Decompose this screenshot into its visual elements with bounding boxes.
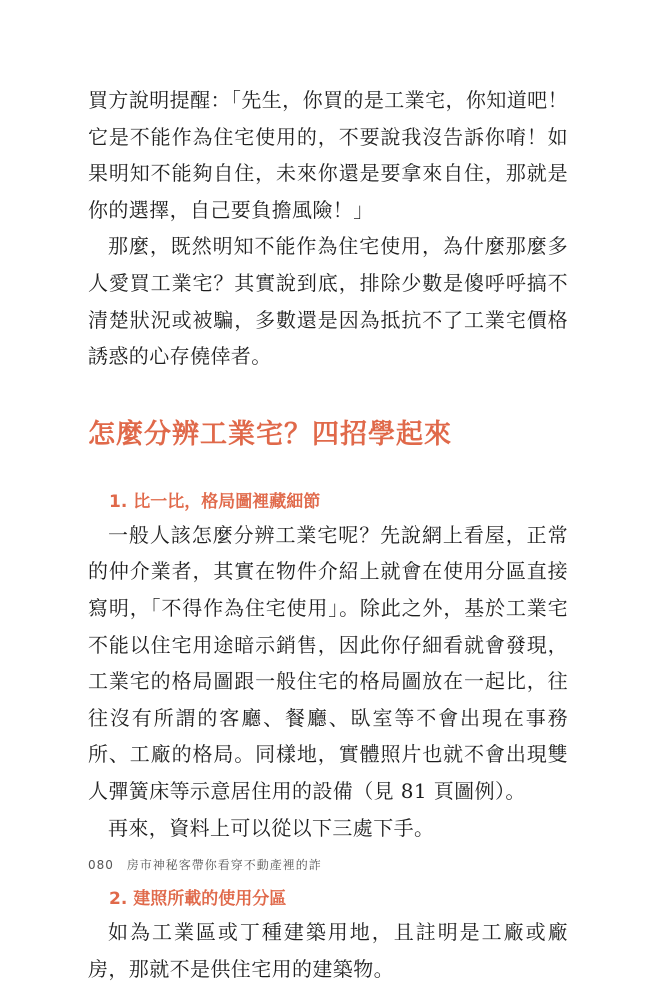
paragraph-zoning: 如為工業區或丁種建築用地，且註明是工廠或廠房，那就不是供住宅用的建築物。: [88, 920, 568, 981]
sub-heading-zoning: 2. 建照所載的使用分區: [109, 889, 287, 910]
page-content: [88, 82, 568, 987]
page-number: 080: [88, 858, 114, 872]
paragraph-buyer-warning: 買方說明提醒：「先生，你買的是工業宅，你知道吧！它是不能作為住宅使用的，不要說我沒告訴你唷！如果明知不能夠自住，未來你還是要拿來自住，那就是你的選擇，自己要負擔風險！」: [88, 88, 568, 222]
paragraph-floor-plan: 一般人該怎麼分辨工業宅呢？先說網上看屋，正常的仲介業者，其實在物件介紹上就會在使用分區直接寫明，「不得作為住宅使用」。除此之外，基於工業宅不能以住宅用途暗示銷售，因此你仔細看就會發現，工業宅的格局圖跟一般住宅的格局圖放在一起比，往往沒有所謂的客廳、餐廳、臥室等不會出現在事務所、工廠的格局。同樣地，實體照片也就不會出現雙人彈簧床等示意居住用的設備（見 81 頁圖例）。: [88, 522, 568, 803]
paragraph-why-buy: 那麼，既然明知不能作為住宅使用，為什麼那麼多人愛買工業宅？其實說到底，排除少數是傻呼呼搞不清楚狀況或被騙，多數還是因為抵抗不了工業宅價格誘惑的心存僥倖者。: [88, 234, 568, 369]
page-footer: [88, 856, 322, 873]
book-title: 房市神秘客帶你看穿不動產裡的詐: [126, 858, 322, 872]
section-title: 怎麼分辨工業宅？四招學起來: [88, 418, 452, 450]
sub-heading-floor-plan: 1. 比一比，格局圖裡藏細節: [109, 491, 321, 512]
paragraph-next-steps: 再來，資料上可以從以下三處下手。: [108, 815, 435, 840]
